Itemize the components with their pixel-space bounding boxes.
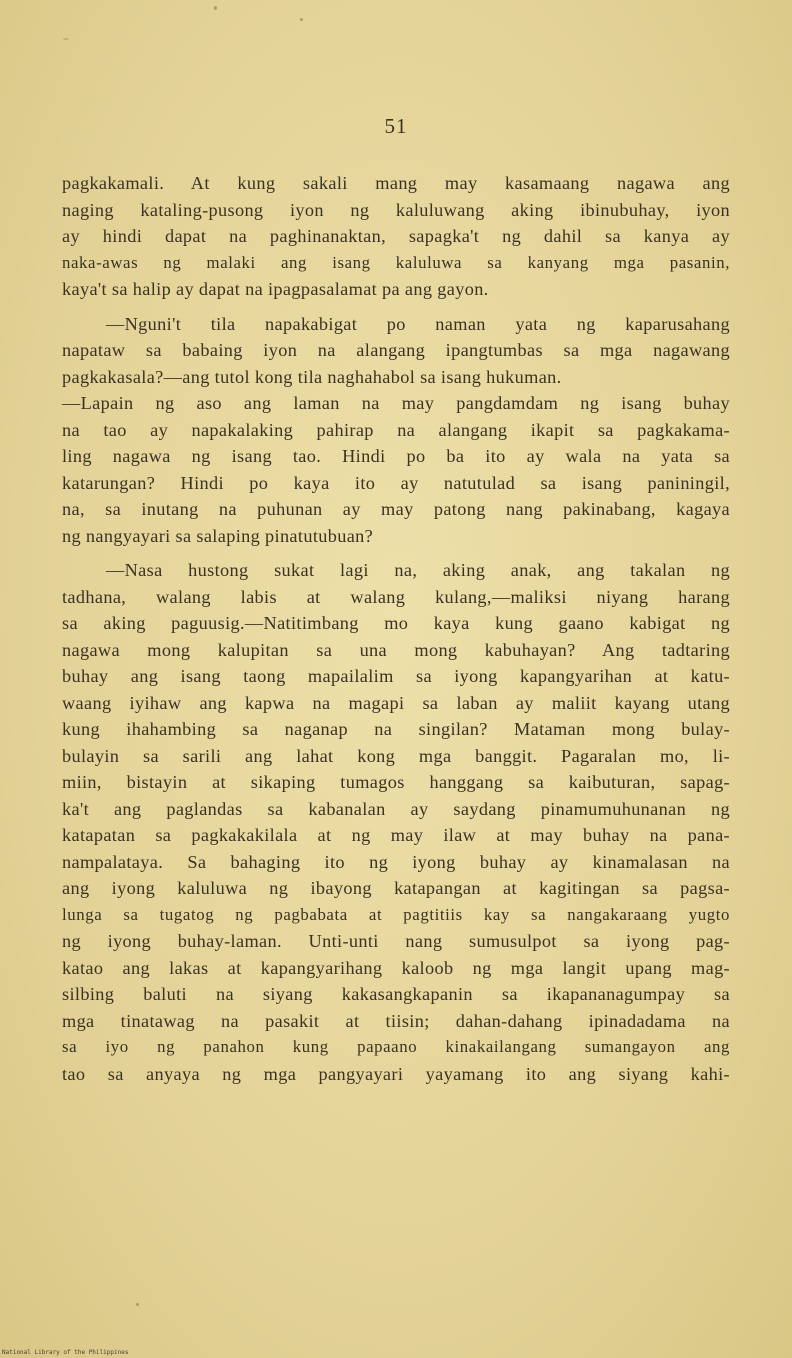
page-number: 51 [384,114,408,138]
library-credit: National Library of the Philippines [2,1349,129,1356]
text-line: naging kataling-pusong iyon ng kaluluwang aking ibinubuhay, iyon [62,199,730,220]
paragraph [62,311,730,550]
text-line: tadhana, walang labis at walang kulang,—maliksi niyang harang [62,586,730,607]
body-text [62,170,730,1087]
text-line: napataw sa babaing iyon na alangang ipangtumbas sa mga nagawang [62,340,730,360]
text-line: miin, bistayin at sikaping tumagos hanggang sa kaibuturan, sapag- [62,772,730,792]
text-line: lunga sa tugatog ng pagbabata at pagtitiis kay sa nangakaraang yugto [62,904,730,924]
text-line: pagkakamali. At kung sakali mang may kasamaang nagawa ang [62,173,730,193]
paper-speck [300,18,303,21]
text-line: pagkakasala?—ang tutol kong tila naghahabol sa isang hukuman. [62,366,562,387]
text-line: kaya't sa halip ay dapat na ipagpasalamat pa ang gayon. [62,279,489,299]
paragraph [62,170,730,303]
text-line: tao sa anyaya ng mga pangyayari yayamang ito ang siyang kahi- [62,1063,730,1084]
paper-speck [214,6,217,10]
paper-speck [136,1303,139,1306]
text-line: buhay ang isang taong mapailalim sa iyong kapangyarihan at katu- [62,666,730,686]
text-line: na, sa inutang na puhunan ay may patong nang pakinabang, kagaya [62,499,730,519]
text-line: —Nasa hustong sukat lagi na, aking anak, ang takalan ng [106,560,730,580]
paragraph [62,557,730,1087]
text-line: bulayin sa sarili ang lahat kong mga banggit. Pagaralan mo, li- [62,745,730,766]
text-line: nampalataya. Sa bahaging ito ng iyong buhay ay kinamalasan na [62,851,730,872]
text-line: waang iyihaw ang kapwa na magapi sa laban ay maliit kayang utang [62,692,730,713]
text-line: silbing baluti na siyang kakasangkapanin sa ikapananagumpay sa [62,984,730,1004]
text-line: ling nagawa ng isang tao. Hindi po ba ito ay wala na yata sa [62,446,730,466]
text-line: mga tinatawag na pasakit at tiisin; dahan-dahang ipinadadama na [62,1010,730,1031]
text-line: ay hindi dapat na paghinanaktan, sapagka't ng dahil sa kanya ay [62,226,730,246]
text-line: naka-awas ng malaki ang isang kaluluwa sa kanyang mga pasanin, [62,252,730,272]
text-line: sa iyo ng panahon kung papaano kinakailangang sumangayon ang [62,1037,730,1056]
text-line: na tao ay napakalaking pahirap na alangang ikapit sa pagkakama- [62,419,730,440]
text-line: katao ang lakas at kapangyarihang kaloob ng mga langit upang mag- [62,957,730,978]
text-line: katapatan sa pagkakakilala at ng may ilaw at may buhay na pana- [62,825,730,845]
text-line: sa aking paguusig.—Natitimbang mo kaya kung gaano kabigat ng [62,613,730,633]
text-line: katarungan? Hindi po kaya ito ay natutulad sa isang paniningil, [62,472,730,493]
text-line: —Lapain ng aso ang laman na may pangdamdam ng isang buhay [62,393,730,413]
paper-speck [63,38,69,40]
text-line: ang iyong kaluluwa ng ibayong katapangan at kagitingan sa pagsa- [62,878,730,898]
text-line: nagawa mong kalupitan sa una mong kabuhayan? Ang tadtaring [62,639,730,660]
text-line: —Nguni't tila napakabigat po naman yata ng kaparusahang [106,313,730,334]
text-line: ng nangyayari sa salaping pinatutubuan? [62,525,374,546]
text-line: ng iyong buhay-laman. Unti-unti nang sumusulpot sa iyong pag- [62,931,730,951]
text-line: kung ihahambing sa naganap na singilan? Mataman mong bulay- [62,719,730,739]
text-line: ka't ang paglandas sa kabanalan ay saydang pinamumuhunanan ng [62,798,730,819]
